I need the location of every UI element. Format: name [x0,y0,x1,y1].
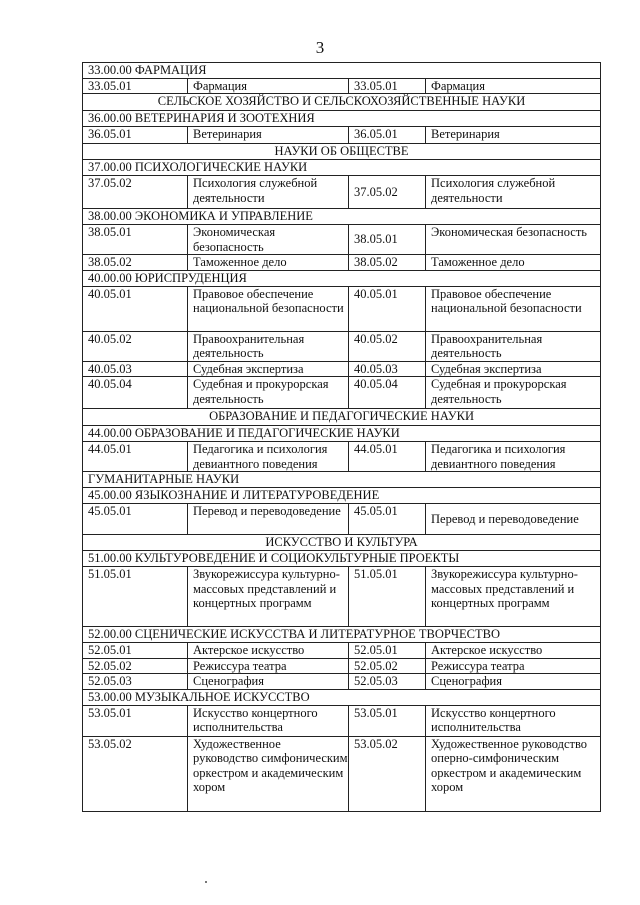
section-header: ИСКУССТВО И КУЛЬТУРА [83,535,601,551]
specialties-table [82,62,601,812]
name-cell: Искусство концертного исполнительства [188,705,349,736]
code-cell: 40.05.02 [83,331,188,361]
code-cell: 52.05.01 [83,643,188,659]
table-row [83,286,601,331]
code-cell: 38.05.01 [349,225,426,255]
name-cell: Правоохранительная деятельность [188,331,349,361]
table-row [83,255,601,271]
code-cell: 40.05.03 [83,361,188,377]
code-cell: 53.05.02 [83,736,188,811]
code-cell: 52.05.03 [349,674,426,690]
group-header: 51.00.00 КУЛЬТУРОВЕДЕНИЕ И СОЦИОКУЛЬТУРНЫЕ ПРОЕКТЫ [83,551,601,567]
code-cell: 37.05.02 [349,176,426,209]
name-cell: Сценография [426,674,601,690]
name-cell: Психология служебной деятельности [188,176,349,209]
table-row [83,504,601,535]
group-header: 38.00.00 ЭКОНОМИКА И УПРАВЛЕНИЕ [83,209,601,225]
group-header-row [83,160,601,176]
name-cell: Психология служебной деятельности [426,176,601,209]
name-cell: Таможенное дело [426,255,601,271]
name-cell: Фармация [426,78,601,94]
name-cell: Актерское искусство [188,643,349,659]
name-cell: Судебная экспертиза [426,361,601,377]
table-row [83,658,601,674]
name-cell: Правовое обеспечение национальной безопасности [188,286,349,331]
group-header: 53.00.00 МУЗЫКАЛЬНОЕ ИСКУССТВО [83,689,601,705]
name-cell: Режиссура театра [188,658,349,674]
name-cell: Судебная и прокурорская деятельность [426,377,601,409]
section-header-row [83,472,601,488]
code-cell: 36.05.01 [349,127,426,144]
code-cell: 52.05.03 [83,674,188,690]
section-header-row [83,144,601,160]
section-header-row [83,535,601,551]
table-row [83,176,601,209]
code-cell: 36.05.01 [83,127,188,144]
table-row [83,442,601,472]
group-header-row [83,689,601,705]
group-header-row [83,209,601,225]
name-cell: Искусство концертного исполнительства [426,705,601,736]
name-cell: Педагогика и психология девиантного поведения [188,442,349,472]
code-cell: 53.05.01 [83,705,188,736]
name-cell: Звукорежиссура культурно-массовых представлений и концертных программ [426,567,601,627]
group-header-row [83,426,601,442]
code-cell: 45.05.01 [83,504,188,535]
table-row [83,225,601,255]
table-row [83,674,601,690]
name-cell: Ветеринария [188,127,349,144]
group-header-row [83,488,601,504]
name-cell: Правоохранительная деятельность [426,331,601,361]
code-cell: 37.05.02 [83,176,188,209]
code-cell: 53.05.01 [349,705,426,736]
group-header: 44.00.00 ОБРАЗОВАНИЕ И ПЕДАГОГИЧЕСКИЕ НАУКИ [83,426,601,442]
group-header: 40.00.00 ЮРИСПРУДЕНЦИЯ [83,270,601,286]
code-cell: 40.05.04 [349,377,426,409]
name-cell: Перевод и переводоведение [188,504,349,535]
code-cell: 38.05.02 [83,255,188,271]
name-cell: Экономическая безопасность [426,225,601,255]
group-header-row [83,111,601,127]
code-cell: 44.05.01 [349,442,426,472]
name-cell: Художественное руководство симфоническим оркестром и академическим хором [188,736,349,811]
table-row [83,567,601,627]
name-cell: Судебная и прокурорская деятельность [188,377,349,409]
name-cell: Звукорежиссура культурно-массовых представлений и концертных программ [188,567,349,627]
section-header-row [83,409,601,426]
table-row [83,78,601,94]
code-cell: 38.05.02 [349,255,426,271]
code-cell: 40.05.01 [83,286,188,331]
code-cell: 51.05.01 [83,567,188,627]
table-row [83,331,601,361]
code-cell: 52.05.02 [83,658,188,674]
code-cell: 53.05.02 [349,736,426,811]
code-cell: 40.05.04 [83,377,188,409]
section-header: НАУКИ ОБ ОБЩЕСТВЕ [83,144,601,160]
section-header: ГУМАНИТАРНЫЕ НАУКИ [83,472,601,488]
table-row [83,736,601,811]
table-row [83,361,601,377]
name-cell: Ветеринария [426,127,601,144]
table-row [83,705,601,736]
code-cell: 38.05.01 [83,225,188,255]
code-cell: 44.05.01 [83,442,188,472]
name-cell: Художественное руководство оперно-симфоническим оркестром и академическим хором [426,736,601,811]
code-cell: 40.05.03 [349,361,426,377]
group-header-row [83,551,601,567]
code-cell: 40.05.02 [349,331,426,361]
page-number: 3 [315,38,325,57]
name-cell: Педагогика и психология девиантного поведения [426,442,601,472]
name-cell: Судебная экспертиза [188,361,349,377]
group-header: 37.00.00 ПСИХОЛОГИЧЕСКИЕ НАУКИ [83,160,601,176]
code-cell: 33.05.01 [349,78,426,94]
code-cell: 45.05.01 [349,504,426,535]
group-header: 45.00.00 ЯЗЫКОЗНАНИЕ И ЛИТЕРАТУРОВЕДЕНИЕ [83,488,601,504]
table-row [83,643,601,659]
group-header-row [83,63,601,79]
group-header: 33.00.00 ФАРМАЦИЯ [83,63,601,79]
code-cell: 33.05.01 [83,78,188,94]
name-cell: Перевод и переводоведение [426,504,601,535]
section-header: СЕЛЬСКОЕ ХОЗЯЙСТВО И СЕЛЬСКОХОЗЯЙСТВЕННЫЕ НАУКИ [83,94,601,111]
code-cell: 40.05.01 [349,286,426,331]
table-row [83,377,601,409]
name-cell: Фармация [188,78,349,94]
name-cell: Экономическая безопасность [188,225,349,255]
name-cell: Правовое обеспечение национальной безопасности [426,286,601,331]
table-row [83,127,601,144]
name-cell: Таможенное дело [188,255,349,271]
scan-speck [205,881,207,883]
code-cell: 52.05.02 [349,658,426,674]
group-header-row [83,627,601,643]
group-header-row [83,270,601,286]
section-header-row [83,94,601,111]
group-header: 36.00.00 ВЕТЕРИНАРИЯ И ЗООТЕХНИЯ [83,111,601,127]
section-header: ОБРАЗОВАНИЕ И ПЕДАГОГИЧЕСКИЕ НАУКИ [83,409,601,426]
group-header: 52.00.00 СЦЕНИЧЕСКИЕ ИСКУССТВА И ЛИТЕРАТУРНОЕ ТВОРЧЕСТВО [83,627,601,643]
name-cell: Актерское искусство [426,643,601,659]
code-cell: 52.05.01 [349,643,426,659]
code-cell: 51.05.01 [349,567,426,627]
name-cell: Сценография [188,674,349,690]
name-cell: Режиссура театра [426,658,601,674]
